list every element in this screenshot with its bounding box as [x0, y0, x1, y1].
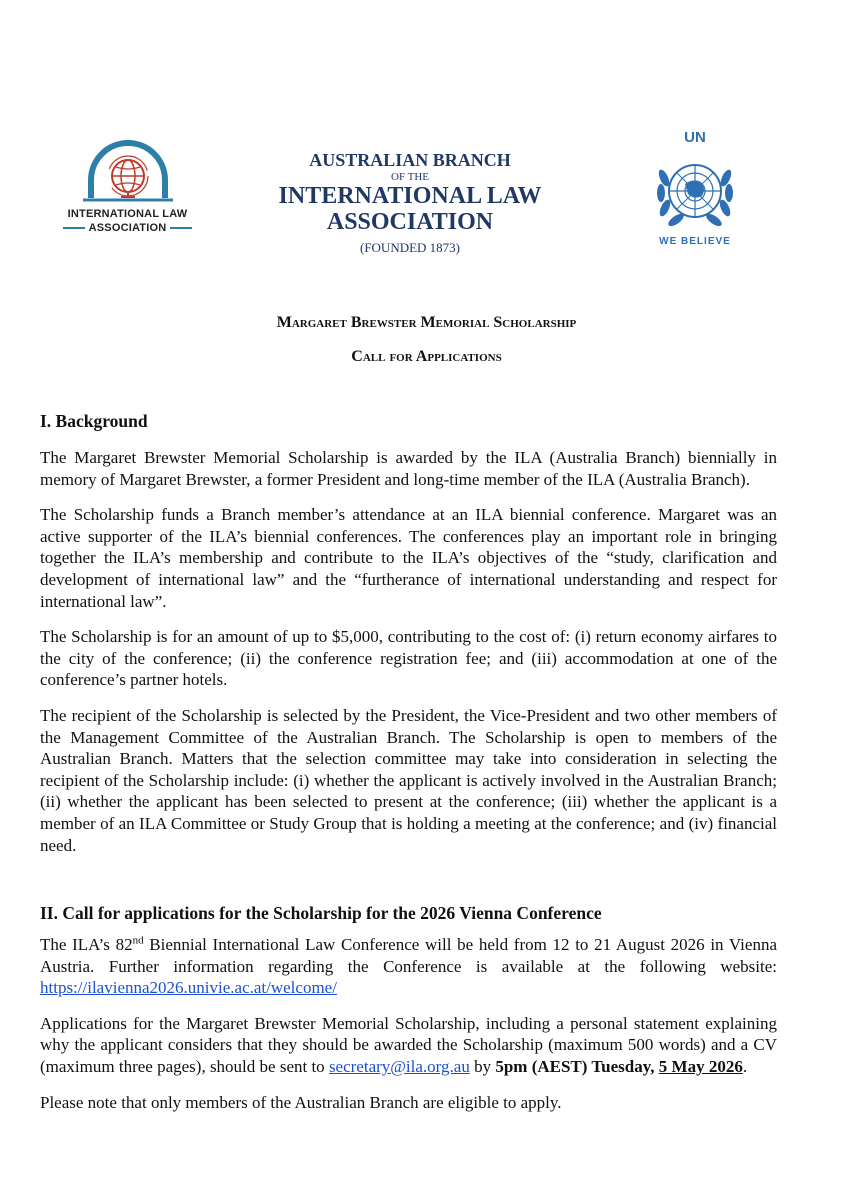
ila-logo — [55, 140, 200, 240]
masthead-branch: AUSTRALIAN BRANCH — [309, 150, 511, 170]
ila-logo-line1: INTERNATIONAL LAW — [67, 208, 188, 220]
masthead-founded: (FOUNDED 1873) — [359, 240, 461, 255]
conference-paragraph: The ILA’s 82nd Biennial International Law Conference will be held from 12 to 21 August 2026 in Vienna Austria. Further information regarding the Conference is available at the following website: https://ilavienna2026.univie.ac.at/welcome/ — [40, 934, 777, 998]
background-paragraph: The Scholarship is for an amount of up to $5,000, contributing to the cost of: (i) return economy airfares to the city of the conference; (ii) the conference registration fee; and (iii) accommodation at one of the conference’s partner hotels. — [40, 627, 777, 690]
masthead — [250, 150, 570, 259]
ila-logo-line2: ASSOCIATION — [55, 222, 200, 234]
globe-arch-icon — [83, 140, 173, 206]
conference-website-link[interactable]: https://ilavienna2026.univie.ac.at/welcome/ — [40, 978, 337, 998]
deadline: 5pm (AEST) Tuesday, 5 May 2026 — [495, 1057, 743, 1077]
un-logo-text: UN — [684, 129, 706, 146]
document-subtitle: Call for Applications — [351, 348, 502, 365]
un-emblem-icon — [652, 148, 738, 234]
section-background-heading: I. Background — [40, 411, 148, 431]
application-paragraph: Applications for the Margaret Brewster Memorial Scholarship, including a personal statement explaining why the applicant considers that they should be awarded the Scholarship (maximum 500 words) and a CV (maximum three pages), should be sent to secretary@ila.org.au by 5pm (AEST) Tuesday, 5 May 2026. — [40, 1013, 777, 1077]
masthead-org-line2: ASSOCIATION — [326, 209, 494, 235]
un-logo-motto: WE BELIEVE — [659, 236, 731, 247]
background-paragraph: The recipient of the Scholarship is selected by the President, the Vice-President and two other members of the Management Committee of the Australian Branch. The Scholarship is open to members of the Australian Branch. Matters that the selection committee may take into consideration in selecting the recipient of the Scholarship include: (i) whether the applicant is actively involved in the Australian Branch; (ii) whether the applicant has been selected to present at the conference; (iii) whether the applicant is a member of an ILA Committee or Study Group that is holding a meeting at the conference; and (iv) financial need. — [40, 705, 777, 855]
eligibility-note: Please note that only members of the Australian Branch are eligible to apply. — [40, 1092, 562, 1112]
background-paragraph: The Margaret Brewster Memorial Scholarship is awarded by the ILA (Australia Branch) biennially in memory of Margaret Brewster, a former President and long-time member of the ILA (Australia Branch). — [40, 448, 777, 489]
document-body — [40, 410, 777, 1113]
background-paragraph: The Scholarship funds a Branch member’s attendance at an ILA biennial conference. Margaret was an active supporter of the ILA’s biennial conferences. The conferences play an important role in bringing together the ILA’s membership and contribute to the ILA’s objectives of the “study, clarification and development of international law” and the “furtherance of international understanding and respect for international law”. — [40, 505, 777, 611]
masthead-of-the: OF THE — [391, 171, 429, 183]
section-call-heading: II. Call for applications for the Scholarship for the 2026 Vienna Conference — [40, 903, 602, 924]
un-logo — [640, 130, 750, 255]
masthead-org-line1: INTERNATIONAL LAW — [278, 183, 542, 209]
document-title: Margaret Brewster Memorial Scholarship — [276, 314, 577, 331]
secretary-email-link[interactable]: secretary@ila.org.au — [328, 1057, 470, 1077]
